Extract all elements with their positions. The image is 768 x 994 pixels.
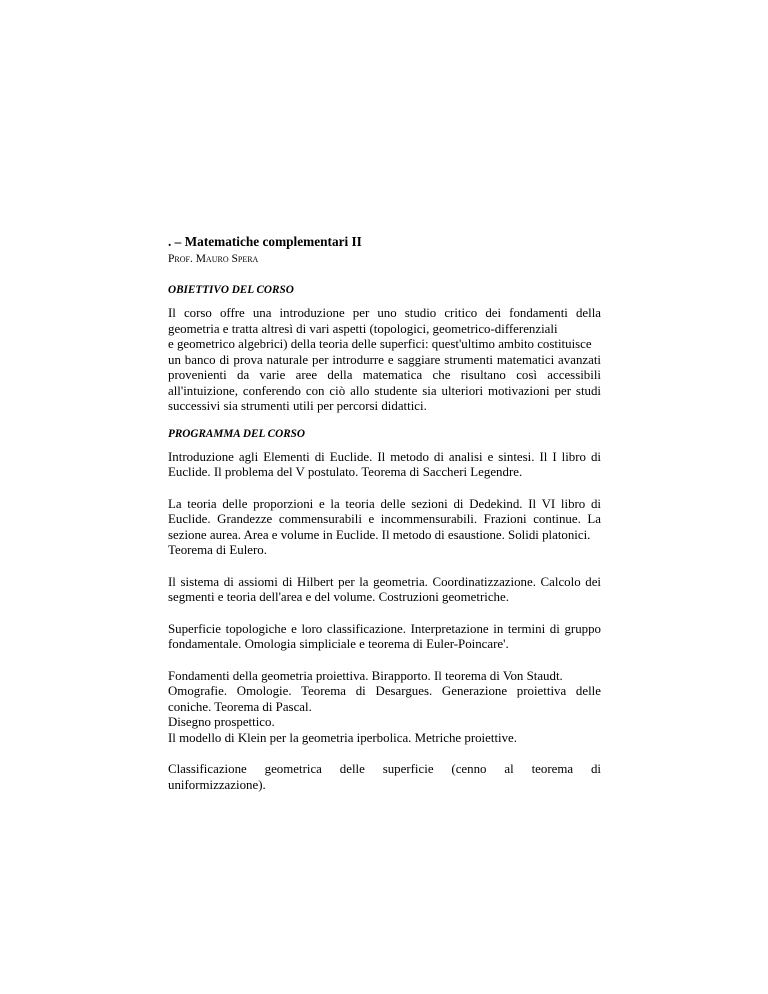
objective-line: un banco di prova naturale per introdurre e saggiare strumenti matematici avanzati — [168, 352, 601, 367]
program-line: Teorema di Eulero. — [168, 543, 267, 557]
program-line: Fondamenti della geometria proiettiva. Birapporto. Il teorema di Von Staudt. — [168, 668, 563, 683]
program-line: Omografie. Omologie. Teorema di Desargues. Generazione proiettiva delle — [168, 684, 601, 698]
objective-line: e geometrico algebrici) della teoria delle superfici: quest'ultimo ambito costituisce — [168, 337, 592, 351]
program-line: Il modello di Klein per la geometria iperbolica. Metriche proiettive. — [168, 730, 517, 745]
objective-paragraph — [168, 306, 601, 415]
program-line: Euclide. Il problema del V postulato. Teorema di Saccheri Legendre. — [168, 465, 523, 479]
objective-line: all'intuizione, conferendo con ciò allo studente sia ulteriori motivazioni per studi — [168, 383, 601, 398]
program-line: La teoria delle proporzioni e la teoria delle sezioni di Dedekind. Il VI libro di — [168, 496, 601, 511]
program-line: fondamentale. Omologia simpliciale e teorema di Euler-Poincare'. — [168, 637, 509, 651]
course-title: . – Matematiche complementari II — [168, 234, 362, 249]
objective-line: provenienti da varie aree della matematica che risultano così accessibili — [168, 368, 601, 382]
program-line: Introduzione agli Elementi di Euclide. Il metodo di analisi e sintesi. Il I libro di — [168, 449, 601, 464]
program-line: Superficie topologiche e loro classificazione. Interpretazione in termini di gruppo — [168, 621, 601, 636]
objective-line: successivi sia strumenti utili per percorsi didattici. — [168, 399, 427, 413]
program-paragraph-classification — [168, 762, 601, 793]
program-paragraph-euclid — [168, 450, 601, 481]
document-page — [168, 234, 601, 793]
professor-name: Prof. Mauro Spera — [168, 253, 259, 265]
program-line: Euclide. Grandezze commensurabili e incommensurabili. Frazioni continue. La — [168, 512, 601, 526]
program-paragraph-projective — [168, 669, 601, 747]
objective-line: Il corso offre una introduzione per uno studio critico dei fondamenti della — [168, 306, 601, 320]
program-heading: PROGRAMMA DEL CORSO — [168, 427, 305, 440]
program-line: Classificazione geometrica delle superficie (cenno al teorema di — [168, 762, 601, 776]
objective-line: geometria e tratta altresì di vari aspetti (topologici, geometrico-differenziali — [168, 321, 558, 336]
program-paragraph-proportions — [168, 497, 601, 559]
program-line: segmenti e teoria dell'area e del volume. Costruzioni geometriche. — [168, 590, 509, 604]
program-line: sezione aurea. Area e volume in Euclide. Il metodo di esaustione. Solidi platonici. — [168, 527, 591, 542]
program-line: uniformizzazione). — [168, 777, 266, 792]
program-paragraph-hilbert — [168, 575, 601, 606]
program-line: Disegno prospettico. — [168, 715, 275, 729]
program-paragraph-topology — [168, 622, 601, 653]
objective-heading: OBIETTIVO DEL CORSO — [168, 284, 294, 296]
program-line: Il sistema di assiomi di Hilbert per la geometria. Coordinatizzazione. Calcolo dei — [168, 574, 601, 589]
program-line: coniche. Teorema di Pascal. — [168, 699, 312, 714]
